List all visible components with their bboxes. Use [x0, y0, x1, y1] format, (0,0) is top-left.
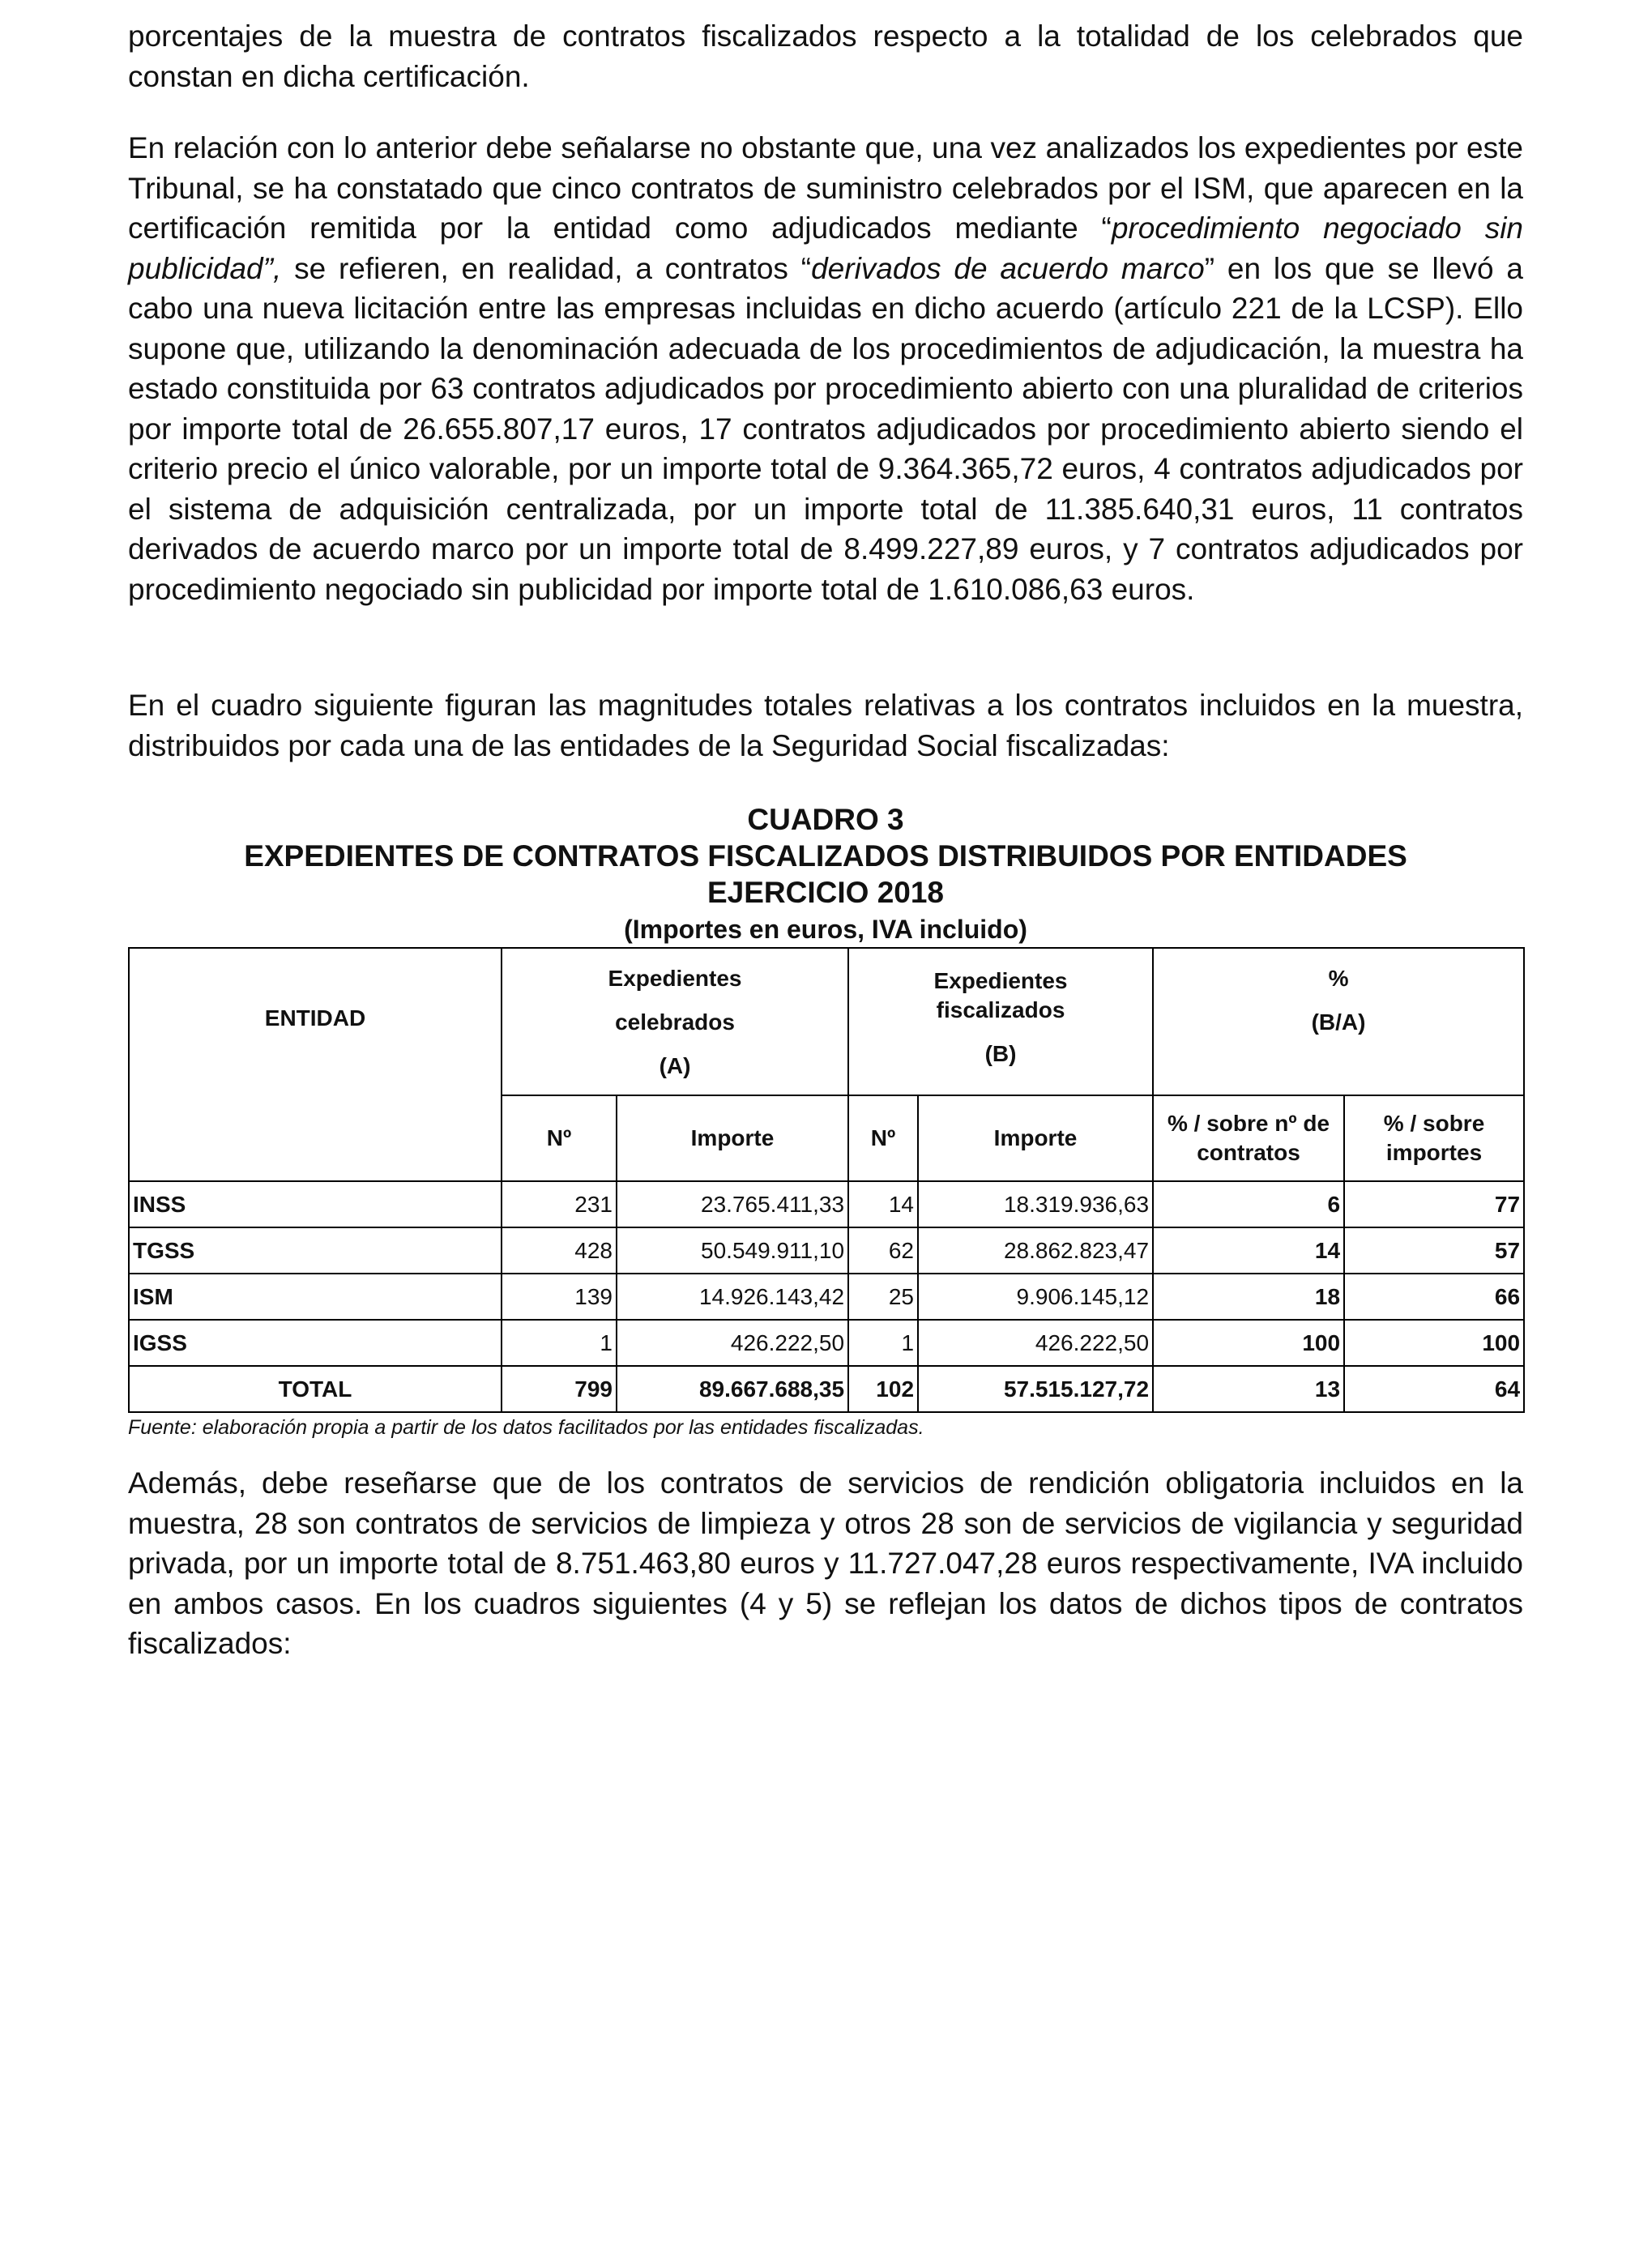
group-a-header	[502, 948, 848, 1095]
cell-n-a: 1	[502, 1320, 617, 1366]
cell-imp-b: 9.906.145,12	[918, 1274, 1153, 1320]
table-year: EJERCICIO 2018	[706, 876, 945, 909]
cell-imp-a: 426.222,50	[617, 1320, 848, 1366]
table-row-ism	[129, 1274, 1524, 1320]
cell-n-a: 428	[502, 1227, 617, 1274]
group-b-line1: Expedientes	[933, 968, 1068, 993]
cell-total-label: TOTAL	[129, 1366, 502, 1412]
entity-header	[129, 948, 502, 1181]
cell-total-imp-b: 57.515.127,72	[918, 1366, 1153, 1412]
col-pct-n-header: % / sobre nº de contratos	[1153, 1095, 1344, 1181]
cell-pct-imp: 100	[1344, 1320, 1524, 1366]
table-header-row-1	[129, 948, 1524, 1095]
group-b-line2: fiscalizados	[936, 997, 1065, 1022]
table-row-total	[129, 1366, 1524, 1412]
paragraph-table-intro: En el cuadro siguiente figuran las magnitudes totales relativas a los contratos incluidos en la muestra, distribuidos por cada una de las entidades de la Seguridad Social fiscalizadas:	[128, 689, 1523, 762]
table-row-inss	[129, 1181, 1524, 1227]
group-b-header	[848, 948, 1153, 1095]
cell-imp-b: 18.319.936,63	[918, 1181, 1153, 1227]
group-b-line3: (B)	[984, 1041, 1017, 1066]
group-pct-header	[1153, 948, 1524, 1095]
cell-entidad: IGSS	[129, 1320, 502, 1366]
cell-entidad: INSS	[129, 1181, 502, 1227]
cell-pct-imp: 57	[1344, 1227, 1524, 1274]
paragraph-procedures-italic-2: derivados de acuerdo marco	[811, 251, 1205, 285]
cell-total-n-a: 799	[502, 1366, 617, 1412]
cuadro-3-table	[128, 947, 1525, 1413]
paragraph-procedures	[128, 128, 1523, 609]
col-importe-a-header: Importe	[617, 1095, 848, 1181]
paragraph-procedures-text-b: se refieren, en realidad, a contratos “	[281, 251, 812, 285]
cell-total-pct-n: 13	[1153, 1366, 1344, 1412]
paragraph-procedures-italic-1: procedimiento negociado sin publicidad”,	[128, 211, 1523, 285]
table-row-igss	[129, 1320, 1524, 1366]
group-a-line1: Expedientes	[608, 966, 742, 991]
cell-pct-imp: 77	[1344, 1181, 1524, 1227]
table-title: CUADRO 3	[747, 803, 904, 836]
group-pct-line1: %	[1328, 966, 1349, 991]
cell-entidad: ISM	[129, 1274, 502, 1320]
group-pct-line2: (B/A)	[1311, 1009, 1366, 1035]
cell-pct-n: 100	[1153, 1320, 1344, 1366]
table-source-note: Fuente: elaboración propia a partir de los datos facilitados por las entidades fiscalizadas.	[128, 1416, 924, 1439]
paragraph-services: Además, debe reseñarse que de los contratos de servicios de rendición obligatoria incluidos en la muestra, 28 son contratos de servicios de limpieza y otros 28 son de servicios de vigilancia y seguridad privada, por un importe total de 8.751.463,80 euros y 11.727.047,28 euros respectivamente, IVA incluido en ambos casos. En los cuadros siguientes (4 y 5) se reflejan los datos de dichos tipos de contratos fiscalizados:	[128, 1466, 1523, 1660]
cell-n-b: 25	[848, 1274, 918, 1320]
cell-imp-a: 50.549.911,10	[617, 1227, 848, 1274]
cell-imp-a: 14.926.143,42	[617, 1274, 848, 1320]
entity-header-label: ENTIDAD	[264, 1005, 366, 1031]
cell-pct-n: 14	[1153, 1227, 1344, 1274]
cell-n-a: 139	[502, 1274, 617, 1320]
group-a-line2: celebrados	[615, 1009, 735, 1035]
table-subtitle: EXPEDIENTES DE CONTRATOS FISCALIZADOS DISTRIBUIDOS POR ENTIDADES	[244, 839, 1407, 873]
cell-pct-n: 18	[1153, 1274, 1344, 1320]
cell-n-b: 62	[848, 1227, 918, 1274]
cell-entidad: TGSS	[129, 1227, 502, 1274]
cell-pct-imp: 66	[1344, 1274, 1524, 1320]
paragraph-procedures-text-a: En relación con lo anterior debe señalarse no obstante que, una vez analizados los expedientes por este Tribunal, se ha constatado que cinco contratos de suministro celebrados por el ISM, que aparecen en la certificación remitida por la entidad como adjudicados mediante “	[128, 131, 1523, 245]
cell-total-pct-imp: 64	[1344, 1366, 1524, 1412]
cell-imp-b: 426.222,50	[918, 1320, 1153, 1366]
cell-imp-b: 28.862.823,47	[918, 1227, 1153, 1274]
cell-imp-a: 23.765.411,33	[617, 1181, 848, 1227]
table-units: (Importes en euros, IVA incluido)	[624, 915, 1027, 944]
col-pct-imp-header: % / sobre importes	[1344, 1095, 1524, 1181]
cell-total-n-b: 102	[848, 1366, 918, 1412]
paragraph-procedures-text-c: ” en los que se llevó a cabo una nueva licitación entre las empresas incluidas en dicho acuerdo (artículo 221 de la LCSP). Ello supone que, utilizando la denominación adecuada de los procedimientos de adjudicación, la muestra ha estado constituida por 63 contratos adjudicados por procedimiento abierto con una pluralidad de criterios por importe total de 26.655.807,17 euros, 17 contratos adjudicados por procedimiento abierto siendo el criterio precio el único valorable, por un importe total de 9.364.365,72 euros, 4 contratos adjudicados por el sistema de adquisición centralizada, por un importe total de 11.385.640,31 euros, 11 contratos derivados de acuerdo marco por un importe total de 8.499.227,89 euros, y 7 contratos adjudicados por procedimiento negociado sin publicidad por importe total de 1.610.086,63 euros.	[128, 251, 1523, 606]
cell-n-b: 14	[848, 1181, 918, 1227]
table-row-tgss	[129, 1227, 1524, 1274]
paragraph-intro: porcentajes de la muestra de contratos fiscalizados respecto a la totalidad de los celebrados que constan en dicha certificación.	[128, 19, 1523, 93]
cell-pct-n: 6	[1153, 1181, 1344, 1227]
col-n-a-header: Nº	[502, 1095, 617, 1181]
col-importe-b-header: Importe	[918, 1095, 1153, 1181]
cell-n-a: 231	[502, 1181, 617, 1227]
cell-n-b: 1	[848, 1320, 918, 1366]
cell-total-imp-a: 89.667.688,35	[617, 1366, 848, 1412]
col-n-b-header: Nº	[848, 1095, 918, 1181]
group-a-line3: (A)	[659, 1053, 691, 1078]
